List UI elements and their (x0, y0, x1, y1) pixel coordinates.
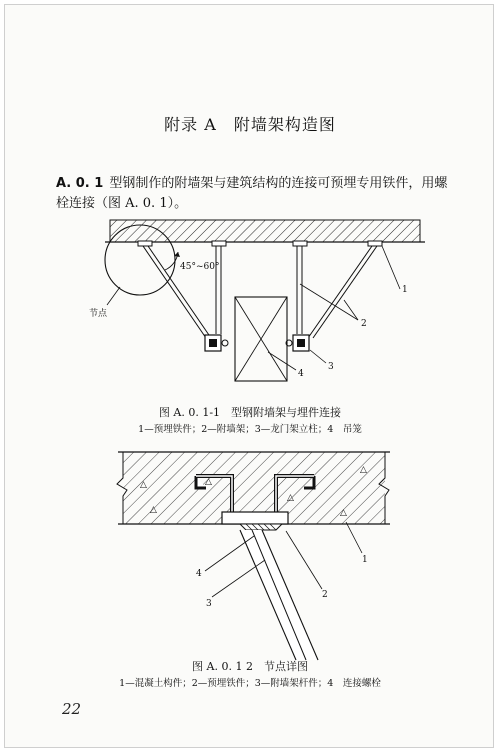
aggregate-mark-5: △ (340, 508, 347, 518)
figure2-legend: 1—混凝土构件；2—预埋铁件；3—附墙架杆件；4 连接螺栓 (119, 678, 381, 689)
callout-1: 1 (402, 285, 408, 295)
aggregate-mark-4: △ (287, 493, 294, 503)
figure1-caption: 图 A. 0. 1-1 型钢附墙架与埋件连接 (158, 406, 342, 419)
callout-2: 2 (361, 319, 367, 329)
fig2-callout-1: 1 (362, 555, 368, 565)
embedded-plate-center-left (212, 241, 226, 246)
aggregate-mark-6: △ (360, 465, 367, 475)
appendix-title: 附录 A 附墙架构造图 (164, 115, 336, 134)
gantry-column-left (205, 335, 228, 351)
aggregate-mark-1: △ (140, 480, 147, 490)
embedded-base-plate (222, 512, 288, 524)
node-label: 节点 (89, 309, 108, 319)
embedded-plate-left (138, 241, 152, 246)
callout-4: 4 (298, 369, 304, 379)
angle-label: 45°~60° (180, 262, 220, 272)
page-number: 22 (62, 700, 82, 718)
figure2-drawing (117, 452, 390, 660)
figure2-caption: 图 A. 0. 1 2 节点详图 (192, 660, 308, 673)
clause-number: A. 0. 1 (56, 176, 104, 191)
embedded-plate-center-right (293, 241, 307, 246)
embedded-plate-right (368, 241, 382, 246)
fig2-callout-2: 2 (322, 590, 328, 600)
callout-3: 3 (328, 362, 334, 372)
figure1-legend: 1—预埋铁件；2—附墙架；3—龙门架立柱；4 吊笼 (138, 424, 362, 435)
gantry-column-right (286, 335, 309, 351)
aggregate-mark-3: △ (205, 477, 212, 487)
aggregate-mark-2: △ (150, 505, 157, 515)
figure1-drawing (89, 220, 425, 381)
concrete-slab (110, 220, 420, 242)
clause-text: 型钢制作的附墙架与建筑结构的连接可预埋专用铁件，用螺栓连接（图 A. 0. 1）。 (56, 176, 448, 211)
fig2-callout-4: 4 (196, 569, 202, 579)
fig2-callout-3: 3 (206, 599, 212, 609)
hoist-cage (235, 297, 287, 381)
